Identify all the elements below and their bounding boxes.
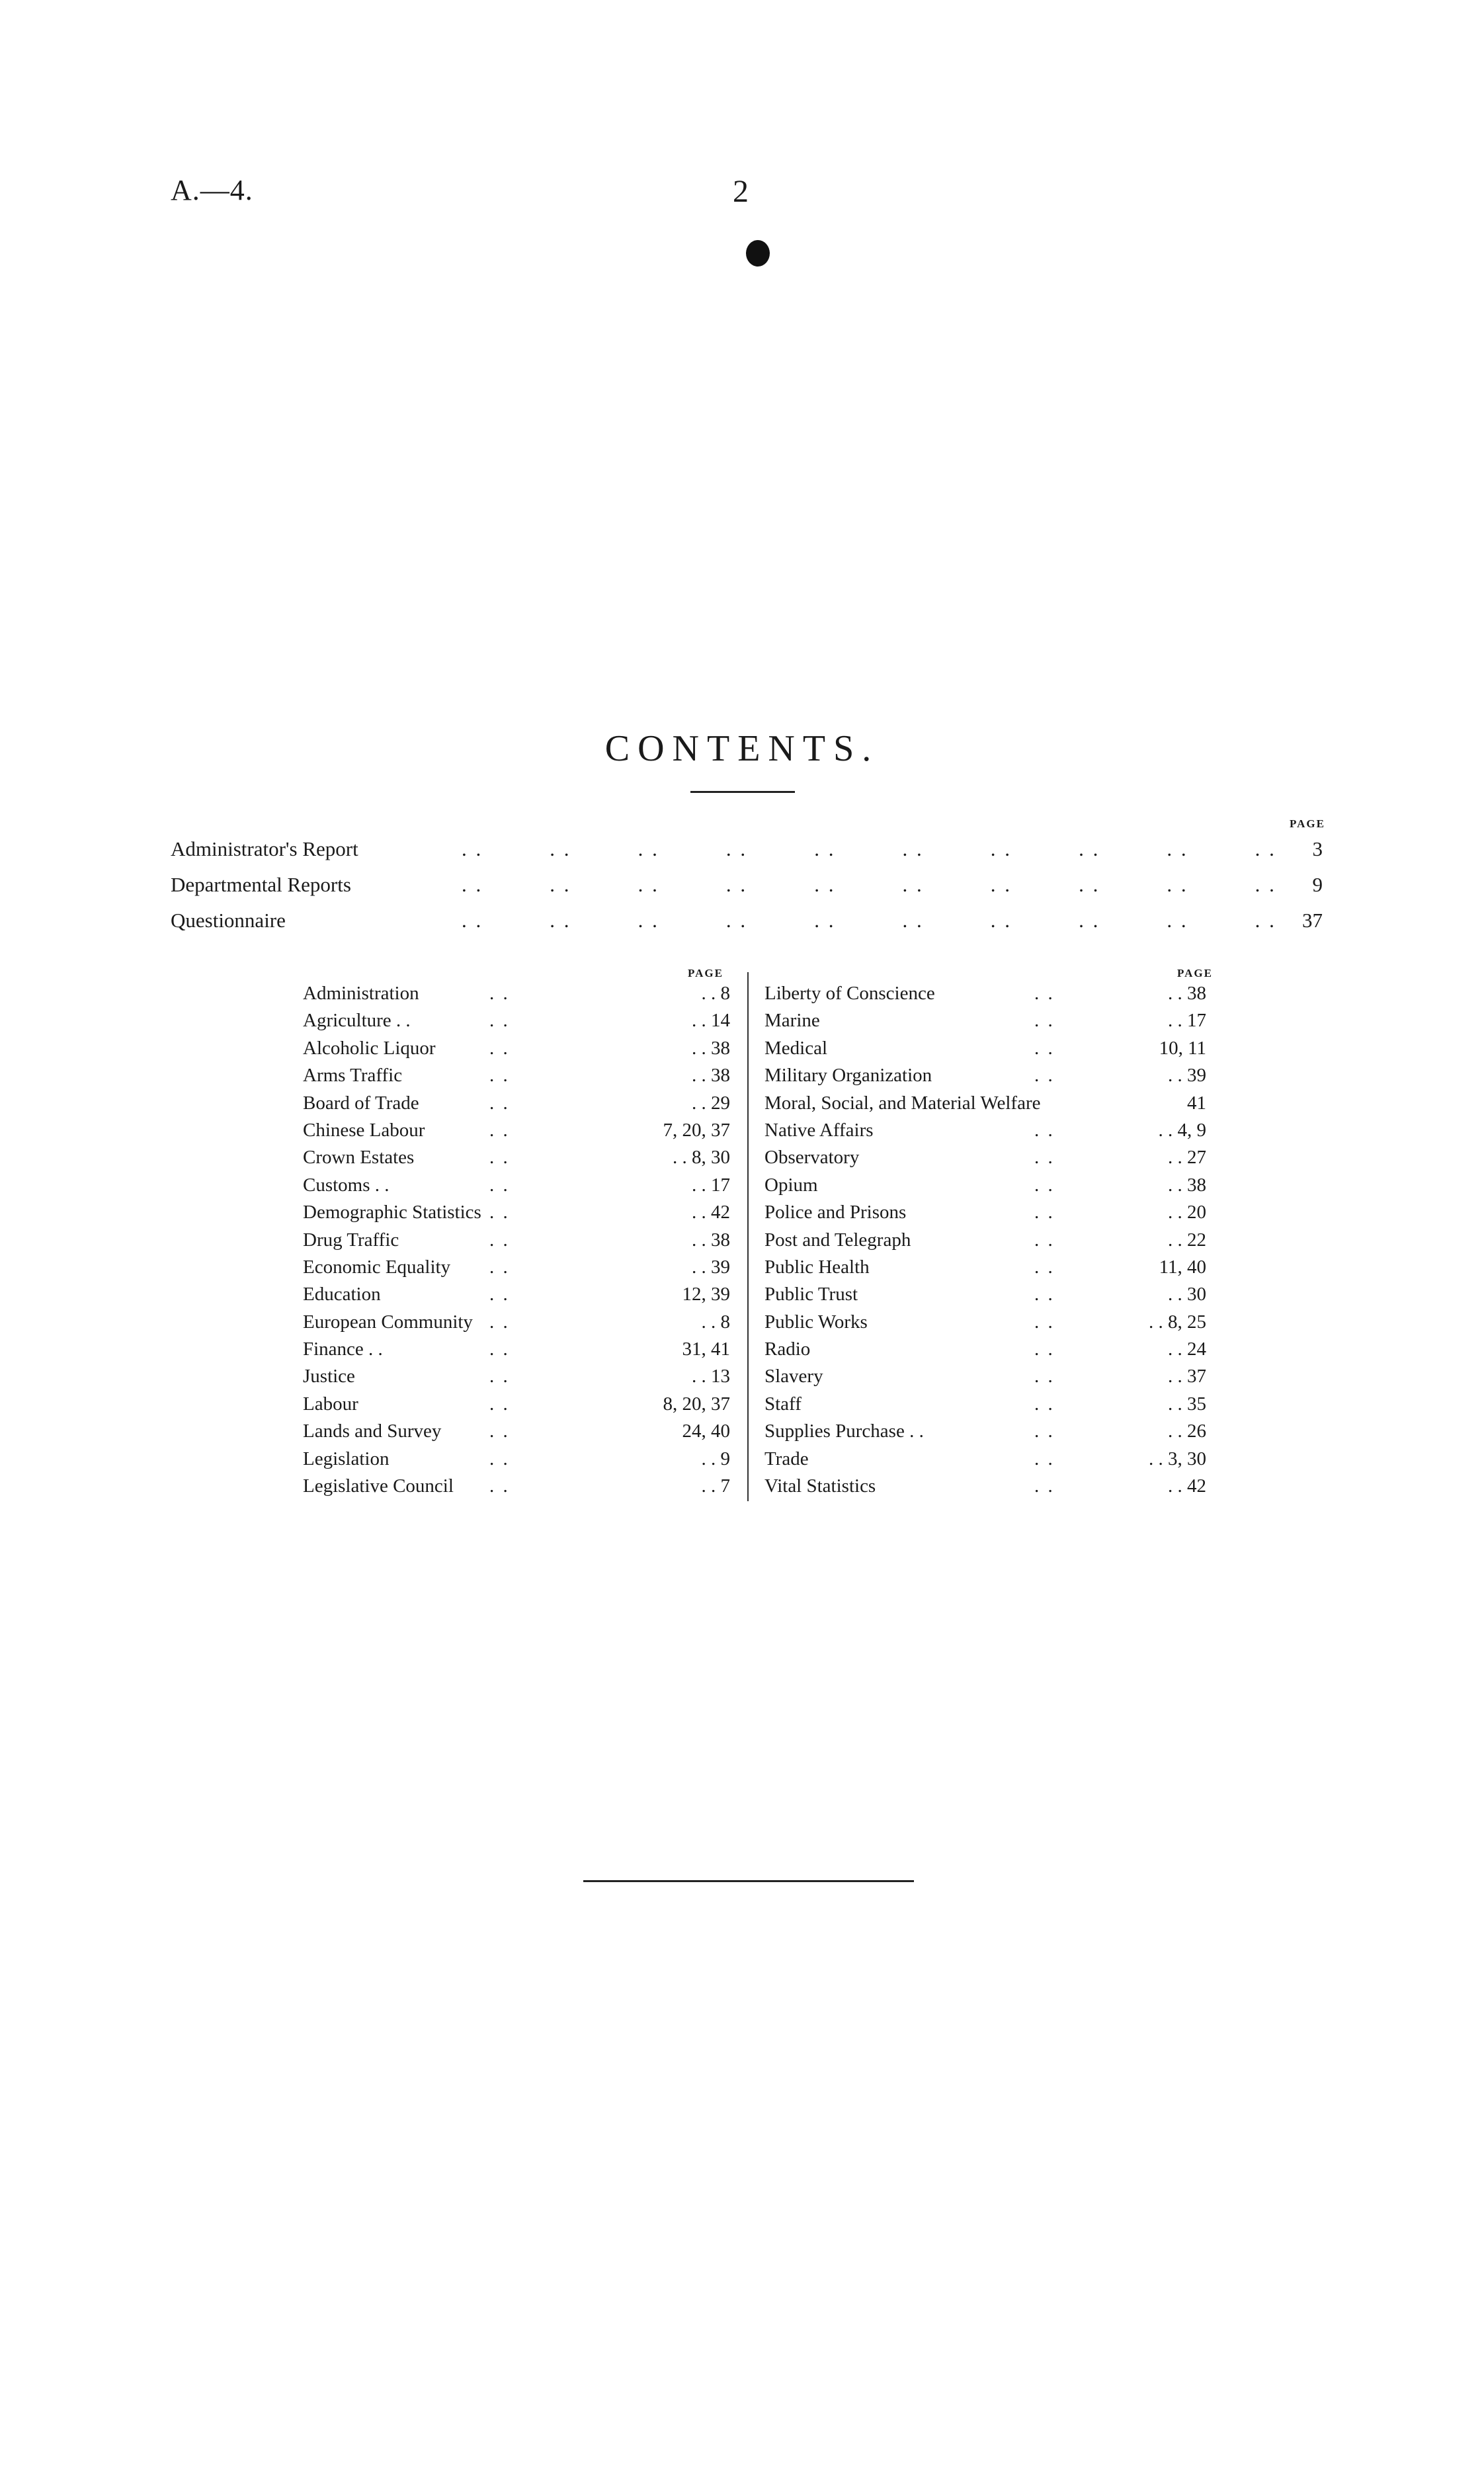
index-entry-label: Military Organization [764,1065,932,1087]
index-entry-label: Board of Trade [303,1092,419,1114]
title-divider [690,791,795,793]
index-entry-page: 7, 20, 37 [663,1119,730,1141]
index-entry-label: Staff [764,1393,802,1415]
index-entry-label: Customs . . [303,1174,390,1196]
index-entry [303,1284,730,1311]
index-column-left [303,983,730,1503]
index-entry-page: . . 39 [692,1256,730,1278]
index-entry-page: . . 17 [1168,1010,1206,1032]
contents-entry-label: Administrator's Report [171,837,358,860]
index-entry-label: Vital Statistics [764,1475,876,1497]
leader-dots: . . [1034,1448,1055,1469]
index-entry [764,1311,1206,1339]
index-entry-label: Observatory [764,1147,860,1169]
index-entry-page: . . 38 [1168,983,1206,1004]
index-entry-page: . . 26 [1168,1421,1206,1442]
index-entry [303,1120,730,1147]
index-entry-page: . . 8 [701,983,730,1004]
index-entry [303,1257,730,1284]
contents-entry [171,873,1323,906]
index-entry [303,1339,730,1366]
page-column-header: PAGE [1290,817,1325,830]
index-entry [764,1257,1206,1284]
leader-dots: . . [1034,1475,1055,1497]
index-entry-label: Public Works [764,1311,868,1333]
leader-dots: . . [1034,983,1055,1004]
index-entry [764,1065,1206,1092]
leader-dots: . . [1034,1421,1055,1442]
ink-blot-mark [746,240,770,267]
index-entry-page: 24, 40 [682,1421,730,1442]
index-entry-label: Legislative Council [303,1475,454,1497]
index-entry [764,1093,1206,1120]
index-entry-page: 41 [1187,1092,1206,1114]
index-entry-page: . . 17 [692,1174,730,1196]
index-entry-label: Crown Estates [303,1147,415,1169]
index-entry-label: Justice [303,1366,355,1387]
index-entry [764,1393,1206,1421]
index-entry-page: . . 42 [1168,1475,1206,1497]
index-entry-label: Finance . . [303,1339,383,1360]
index-entry [303,1448,730,1475]
index-entry-label: Chinese Labour [303,1119,425,1141]
index-entry [303,1093,730,1120]
index-entry-label: Drug Traffic [303,1229,399,1251]
leader-dots: . . [489,1010,510,1032]
index-entry [764,1038,1206,1065]
index-entry-page: . . 24 [1168,1339,1206,1360]
index-entry [303,1366,730,1393]
index-entry-page: . . 8, 25 [1149,1311,1206,1333]
leader-dots: . . [489,1475,510,1497]
column-separator [747,972,749,1501]
leader-dots: . . [489,1366,510,1387]
index-entry-page: . . 27 [1168,1147,1206,1169]
index-entry [764,1475,1206,1503]
index-entry [764,1366,1206,1393]
index-entry-page: . . 30 [1168,1284,1206,1305]
index-entry [764,1339,1206,1366]
index-entry [764,1202,1206,1229]
leader-dots: . . [489,1202,510,1223]
index-entry [764,1448,1206,1475]
leader-dots: . . [1034,1174,1055,1196]
index-entry-page: . . 29 [692,1092,730,1114]
leader-dots: . . [489,1065,510,1087]
index-entry-label: Supplies Purchase . . [764,1421,924,1442]
index-entry-page: . . 37 [1168,1366,1206,1387]
contents-entry [171,837,1323,870]
index-entry-label: Agriculture . . [303,1010,411,1032]
index-entry [764,1175,1206,1202]
leader-dots: . . [1034,1065,1055,1087]
leader-dots: . . [489,1147,510,1169]
index-entry-label: Arms Traffic [303,1065,403,1087]
index-entry-label: Radio [764,1339,811,1360]
index-column-right [764,983,1206,1503]
index-entry [764,1284,1206,1311]
leader-dots: . . [1034,1339,1055,1360]
leader-dots: . . [489,1037,510,1059]
index-entry-label: Moral, Social, and Material Welfare [764,1092,1041,1114]
closing-rule [583,1880,914,1882]
index-entry [303,1147,730,1174]
contents-entry-page: 3 [1312,837,1323,860]
leader-dots: . . [489,1284,510,1305]
leader-dots: . . [489,1339,510,1360]
index-entry [764,1120,1206,1147]
leader-dots: . . [489,1393,510,1415]
index-entry-page: . . 4, 9 [1158,1119,1206,1141]
leader-dots: . . [1034,1119,1055,1141]
index-entry [303,1475,730,1503]
index-entry-label: Trade [764,1448,809,1469]
index-entry [764,1229,1206,1257]
index-entry-label: Public Health [764,1256,870,1278]
contents-entry [171,909,1323,942]
index-entry [303,1421,730,1448]
index-entry-page: 12, 39 [682,1284,730,1305]
leader-dots: . . [489,1174,510,1196]
index-entry-page: 31, 41 [682,1339,730,1360]
index-entry-page: . . 20 [1168,1202,1206,1223]
index-entry-label: Legislation [303,1448,390,1469]
leader-dots: . . [1034,1147,1055,1169]
index-entry-label: Medical [764,1037,828,1059]
index-entry-page: 10, 11 [1159,1037,1206,1059]
index-entry [764,1010,1206,1037]
index-entry-label: Demographic Statistics [303,1202,481,1223]
leader-dots: . . [489,1421,510,1442]
index-entry [303,1065,730,1092]
index-entry [764,983,1206,1010]
leader-dots: . . [1034,1229,1055,1251]
leader-dots: . . [1034,1284,1055,1305]
index-entry-page: . . 22 [1168,1229,1206,1251]
contents-entry-label: Departmental Reports [171,873,351,896]
leader-dots: . . . . . . . . . . . . . . . . . . . . [462,909,1276,932]
index-entry-label: Public Trust [764,1284,858,1305]
index-entry [303,1229,730,1257]
leader-dots: . . [489,983,510,1004]
index-entry-label: Labour [303,1393,358,1415]
leader-dots: . . [489,1229,510,1251]
index-entry-page: . . 35 [1168,1393,1206,1415]
index-entry [303,1311,730,1339]
index-entry [303,1175,730,1202]
index-entry-label: Administration [303,983,419,1004]
index-entry-label: Lands and Survey [303,1421,442,1442]
index-entry-label: Marine [764,1010,820,1032]
index-entry-page: . . 38 [692,1065,730,1087]
index-entry [303,983,730,1010]
leader-dots: . . . . . . . . . . . . . . . . . . . . [462,837,1276,860]
page-column-header-right: PAGE [1177,967,1213,979]
index-entry-page: . . 9 [701,1448,730,1469]
index-entry-page: . . 38 [692,1037,730,1059]
index-entry-page: . . 14 [692,1010,730,1032]
index-entry-label: Economic Equality [303,1256,451,1278]
index-entry-label: Post and Telegraph [764,1229,911,1251]
index-entry-page: . . 13 [692,1366,730,1387]
index-entry-page: . . 8 [701,1311,730,1333]
index-entry-label: Police and Prisons [764,1202,907,1223]
index-entry [303,1202,730,1229]
index-entry-page: . . 38 [1168,1174,1206,1196]
page-column-header-left: PAGE [688,967,723,979]
index-entry-page: . . 42 [692,1202,730,1223]
index-entry [764,1421,1206,1448]
leader-dots: . . [489,1256,510,1278]
index-entry-label: Opium [764,1174,818,1196]
index-entry-page: . . 8, 30 [673,1147,730,1169]
document-reference: A.—4. [171,174,253,206]
index-entry-page: . . 3, 30 [1149,1448,1206,1469]
index-entry-label: Alcoholic Liquor [303,1037,436,1059]
index-entry [764,1147,1206,1174]
leader-dots: . . [489,1119,510,1141]
leader-dots: . . [1034,1256,1055,1278]
leader-dots: . . [1034,1393,1055,1415]
index-entry-page: . . 7 [701,1475,730,1497]
contents-title: CONTENTS. [604,728,880,769]
contents-entry-page: 37 [1302,909,1323,932]
index-entry-page: . . 38 [692,1229,730,1251]
leader-dots: . . [489,1311,510,1333]
index-entry-label: Slavery [764,1366,823,1387]
index-entry-page: 11, 40 [1159,1256,1206,1278]
index-entry-page: 8, 20, 37 [663,1393,730,1415]
contents-entry-page: 9 [1312,873,1323,896]
page-number: 2 [733,174,749,209]
index-entry-label: Education [303,1284,381,1305]
leader-dots: . . [489,1092,510,1114]
index-entry-label: Native Affairs [764,1119,874,1141]
index-entry [303,1010,730,1037]
leader-dots: . . [1034,1202,1055,1223]
leader-dots: . . [1034,1037,1055,1059]
index-entry-label: European Community [303,1311,473,1333]
contents-entry-label: Questionnaire [171,909,286,932]
index-entry-label: Liberty of Conscience [764,983,935,1004]
index-entry [303,1393,730,1421]
index-entry [303,1038,730,1065]
index-entry-page: . . 39 [1168,1065,1206,1087]
leader-dots: . . . . . . . . . . . . . . . . . . . . [462,873,1276,896]
leader-dots: . . [1034,1311,1055,1333]
leader-dots: . . [1034,1010,1055,1032]
leader-dots: . . [1034,1366,1055,1387]
leader-dots: . . [489,1448,510,1469]
